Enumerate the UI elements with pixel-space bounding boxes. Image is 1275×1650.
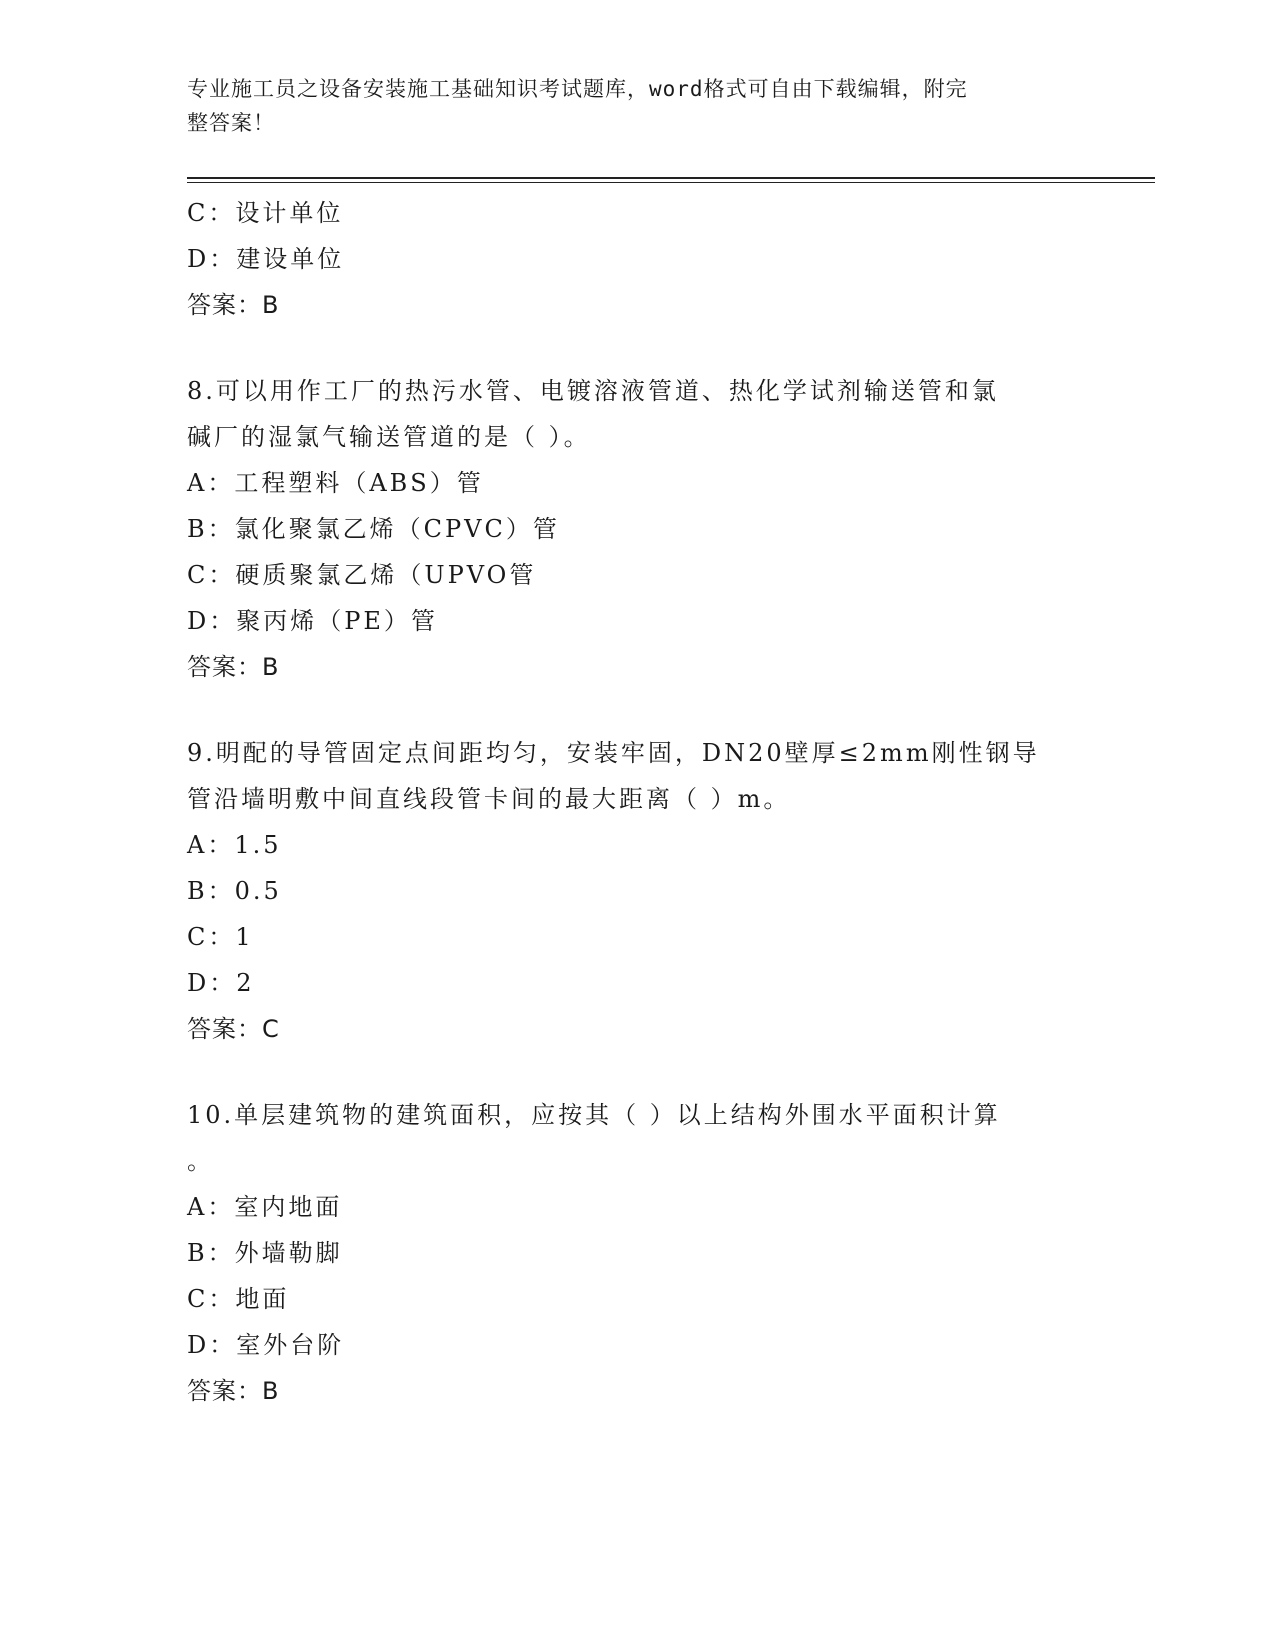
answer-line: 答案：B — [187, 291, 280, 319]
question-stem-line: 8.可以用作工厂的热污水管、电镀溶液管道、热化学试剂输送管和氯 — [187, 377, 999, 405]
option-a: A：1.5 — [187, 831, 282, 859]
question-stem-line: 碱厂的湿氯气输送管道的是（ ）。 — [187, 423, 591, 451]
option-c: C：1 — [187, 923, 254, 951]
question-content — [187, 190, 1087, 1414]
prev-question-block — [187, 190, 1087, 328]
header-title-line-1: 专业施工员之设备安装施工基础知识考试题库，word格式可自由下载编辑，附完 — [187, 77, 968, 101]
answer-line: 答案：B — [187, 1377, 280, 1405]
spacer — [187, 328, 1087, 368]
header-title-line-2: 整答案！ — [187, 111, 275, 135]
option-c: C：硬质聚氯乙烯（UPVO管 — [187, 561, 537, 589]
option-a: A：工程塑料（ABS）管 — [187, 469, 484, 497]
question-9-block — [187, 730, 1087, 1052]
spacer — [187, 690, 1087, 730]
option-d: D：2 — [187, 969, 255, 997]
option-b: B：氯化聚氯乙烯（CPVC）管 — [187, 515, 560, 543]
option-d: D：建设单位 — [187, 245, 345, 273]
header-rule-thick — [187, 177, 1155, 179]
option-d: D：室外台阶 — [187, 1331, 345, 1359]
question-8-block — [187, 368, 1087, 690]
document-header — [187, 72, 1067, 140]
option-c: C：地面 — [187, 1285, 290, 1313]
spacer — [187, 1052, 1087, 1092]
header-rule-thin — [187, 182, 1155, 183]
option-a: A：室内地面 — [187, 1193, 343, 1221]
question-stem-line: 。 — [187, 1147, 214, 1175]
option-b: B：外墙勒脚 — [187, 1239, 343, 1267]
option-d: D：聚丙烯（PE）管 — [187, 607, 438, 635]
question-stem-line: 9.明配的导管固定点间距均匀，安装牢固，DN20壁厚≤2mm刚性钢导 — [187, 739, 1040, 767]
answer-line: 答案：C — [187, 1015, 280, 1043]
answer-line: 答案：B — [187, 653, 280, 681]
option-b: B：0.5 — [187, 877, 282, 905]
option-c: C：设计单位 — [187, 199, 344, 227]
question-stem-line: 10.单层建筑物的建筑面积，应按其（ ）以上结构外围水平面积计算 — [187, 1101, 1001, 1129]
question-10-block — [187, 1092, 1087, 1414]
question-stem-line: 管沿墙明敷中间直线段管卡间的最大距离（ ）m。 — [187, 785, 791, 813]
